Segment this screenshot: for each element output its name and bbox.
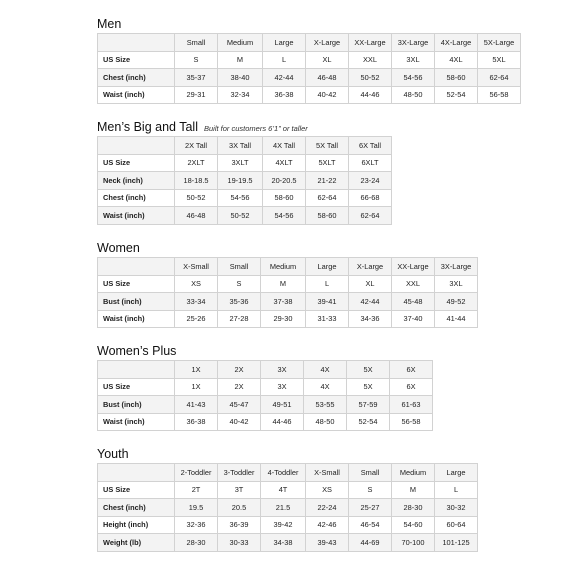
section-title: Women’s Plus xyxy=(97,344,177,358)
table-row xyxy=(98,516,478,534)
table-cell: 33-34 xyxy=(175,293,218,311)
table-cell: 3T xyxy=(218,481,261,499)
section-title: Men’s Big and Tall Built for customers 6’1” or taller xyxy=(97,120,308,134)
table-cell: 49-51 xyxy=(261,396,304,414)
table-cell: 46-48 xyxy=(175,207,218,225)
table-cell: 25-26 xyxy=(175,310,218,328)
table-cell: 30-32 xyxy=(435,499,478,517)
header-row xyxy=(98,34,521,52)
size-header-cell: X-Large xyxy=(306,34,349,52)
row-label: Waist (inch) xyxy=(98,207,175,225)
row-label: US Size xyxy=(98,378,175,396)
table-cell: S xyxy=(349,481,392,499)
table-cell: 44-46 xyxy=(261,413,304,431)
table-cell: 66-68 xyxy=(349,189,392,207)
section-title: Men xyxy=(97,17,122,31)
table-cell: 39-42 xyxy=(261,516,306,534)
size-header-cell: 1X xyxy=(175,361,218,379)
table-cell: 25-27 xyxy=(349,499,392,517)
table-cell: 48-50 xyxy=(304,413,347,431)
table-cell: 36-38 xyxy=(175,413,218,431)
table-cell: 2T xyxy=(175,481,218,499)
table-cell: M xyxy=(218,51,263,69)
table-row xyxy=(98,310,478,328)
table-cell: 58-60 xyxy=(435,69,478,87)
table-cell: 42-44 xyxy=(263,69,306,87)
table-cell: 21-22 xyxy=(306,172,349,190)
table-cell: 60-64 xyxy=(435,516,478,534)
table-cell: L xyxy=(263,51,306,69)
size-header-cell: 6X Tall xyxy=(349,137,392,155)
table-cell: 52-54 xyxy=(435,86,478,104)
table-cell: 44-69 xyxy=(349,534,392,552)
table-cell: 70-100 xyxy=(392,534,435,552)
row-label: US Size xyxy=(98,481,175,499)
table-cell: 22-24 xyxy=(306,499,349,517)
row-label: Waist (inch) xyxy=(98,413,175,431)
table-row xyxy=(98,293,478,311)
table-cell: XXL xyxy=(349,51,392,69)
size-header-cell: 4X xyxy=(304,361,347,379)
size-section-womens-plus xyxy=(97,342,433,431)
table-cell: 50-52 xyxy=(218,207,263,225)
table-cell: 62-64 xyxy=(349,207,392,225)
header-row xyxy=(98,361,433,379)
table-cell: 32-34 xyxy=(218,86,263,104)
table-cell: 54-56 xyxy=(218,189,263,207)
size-header-cell: 3X xyxy=(261,361,304,379)
size-header-cell: 3X-Large xyxy=(435,258,478,276)
table-cell: 54-56 xyxy=(263,207,306,225)
table-cell: 45-48 xyxy=(392,293,435,311)
size-header-cell: X-Small xyxy=(175,258,218,276)
table-row xyxy=(98,86,521,104)
size-header-cell: Small xyxy=(218,258,261,276)
table-cell: 49-52 xyxy=(435,293,478,311)
table-cell: 39-41 xyxy=(306,293,349,311)
size-table-men xyxy=(97,33,521,104)
size-header-cell: XX-Large xyxy=(349,34,392,52)
row-label: US Size xyxy=(98,51,175,69)
table-cell: 46-48 xyxy=(306,69,349,87)
row-label: Chest (inch) xyxy=(98,189,175,207)
table-cell: 46-54 xyxy=(349,516,392,534)
table-cell: 3XL xyxy=(435,275,478,293)
table-cell: 50-52 xyxy=(175,189,218,207)
table-cell: 58-60 xyxy=(263,189,306,207)
table-row xyxy=(98,172,392,190)
table-row xyxy=(98,207,392,225)
table-cell: 32-36 xyxy=(175,516,218,534)
size-header-cell: Small xyxy=(175,34,218,52)
table-cell: 2XLT xyxy=(175,154,218,172)
table-cell: XS xyxy=(306,481,349,499)
table-cell: XXL xyxy=(392,275,435,293)
table-cell: 41-44 xyxy=(435,310,478,328)
size-header-cell: Medium xyxy=(261,258,306,276)
table-cell: 2X xyxy=(218,378,261,396)
size-table-womens-plus xyxy=(97,360,433,431)
table-cell: 3XLT xyxy=(218,154,263,172)
table-cell: 18-18.5 xyxy=(175,172,218,190)
table-cell: 35-36 xyxy=(218,293,261,311)
table-cell: 5X xyxy=(347,378,390,396)
table-cell: 27-28 xyxy=(218,310,261,328)
table-cell: 56-58 xyxy=(478,86,521,104)
table-cell: 41-43 xyxy=(175,396,218,414)
table-cell: 34-38 xyxy=(261,534,306,552)
table-row xyxy=(98,499,478,517)
table-cell: 37-38 xyxy=(261,293,306,311)
table-row xyxy=(98,154,392,172)
size-header-cell: 2X Tall xyxy=(175,137,218,155)
size-header-cell: 3-Toddler xyxy=(218,464,261,482)
size-table-women xyxy=(97,257,478,328)
size-header-cell: XX-Large xyxy=(392,258,435,276)
row-label: Bust (inch) xyxy=(98,293,175,311)
size-header-cell: 2X xyxy=(218,361,261,379)
table-cell: 28-30 xyxy=(175,534,218,552)
header-row xyxy=(98,137,392,155)
row-label: Chest (inch) xyxy=(98,69,175,87)
table-cell: 44-46 xyxy=(349,86,392,104)
row-label: Weight (lb) xyxy=(98,534,175,552)
table-cell: 29-31 xyxy=(175,86,218,104)
table-row xyxy=(98,481,478,499)
size-section-mens-big-tall xyxy=(97,118,392,225)
size-header-cell: 2-Toddler xyxy=(175,464,218,482)
size-section-men xyxy=(97,15,521,104)
table-cell: 58-60 xyxy=(306,207,349,225)
table-cell: 37-40 xyxy=(392,310,435,328)
table-cell: 56-58 xyxy=(390,413,433,431)
table-cell: 101-125 xyxy=(435,534,478,552)
table-cell: XL xyxy=(306,51,349,69)
table-cell: 31-33 xyxy=(306,310,349,328)
size-header-cell: Small xyxy=(349,464,392,482)
size-header-cell: Large xyxy=(435,464,478,482)
size-header-cell: Large xyxy=(263,34,306,52)
table-cell: 6XLT xyxy=(349,154,392,172)
table-cell: 1X xyxy=(175,378,218,396)
table-cell: 20.5 xyxy=(218,499,261,517)
table-cell: 34-36 xyxy=(349,310,392,328)
size-table-youth xyxy=(97,463,478,552)
table-cell: XL xyxy=(349,275,392,293)
table-row xyxy=(98,396,433,414)
table-cell: 28-30 xyxy=(392,499,435,517)
table-cell: 19-19.5 xyxy=(218,172,263,190)
row-label: Waist (inch) xyxy=(98,86,175,104)
row-label: Waist (inch) xyxy=(98,310,175,328)
table-cell: 36-39 xyxy=(218,516,261,534)
section-title: Women xyxy=(97,241,140,255)
table-row xyxy=(98,69,521,87)
row-label: Chest (inch) xyxy=(98,499,175,517)
size-header-cell: 4X Tall xyxy=(263,137,306,155)
table-cell: M xyxy=(261,275,306,293)
table-cell: 54-60 xyxy=(392,516,435,534)
table-cell: XS xyxy=(175,275,218,293)
table-cell: 21.5 xyxy=(261,499,306,517)
table-row xyxy=(98,51,521,69)
size-section-youth xyxy=(97,445,478,552)
table-cell: 54-56 xyxy=(392,69,435,87)
row-label: US Size xyxy=(98,275,175,293)
table-cell: L xyxy=(306,275,349,293)
size-header-cell: 5X xyxy=(347,361,390,379)
corner-cell xyxy=(98,464,175,482)
table-cell: 57-59 xyxy=(347,396,390,414)
table-cell: 42-44 xyxy=(349,293,392,311)
table-cell: 5XL xyxy=(478,51,521,69)
table-cell: 52-54 xyxy=(347,413,390,431)
table-row xyxy=(98,413,433,431)
table-cell: 35-37 xyxy=(175,69,218,87)
table-cell: 4XL xyxy=(435,51,478,69)
table-cell: 40-42 xyxy=(218,413,261,431)
table-cell: 36-38 xyxy=(263,86,306,104)
table-cell: 50-52 xyxy=(349,69,392,87)
size-section-women xyxy=(97,239,478,328)
table-cell: 61-63 xyxy=(390,396,433,414)
table-cell: M xyxy=(392,481,435,499)
table-cell: 45-47 xyxy=(218,396,261,414)
size-header-cell: 3X Tall xyxy=(218,137,263,155)
section-title: Youth xyxy=(97,447,129,461)
table-cell: 30-33 xyxy=(218,534,261,552)
table-cell: 4XLT xyxy=(263,154,306,172)
size-header-cell: Medium xyxy=(392,464,435,482)
corner-cell xyxy=(98,137,175,155)
row-label: Height (inch) xyxy=(98,516,175,534)
table-cell: S xyxy=(218,275,261,293)
size-header-cell: X-Small xyxy=(306,464,349,482)
table-cell: 42-46 xyxy=(306,516,349,534)
table-cell: S xyxy=(175,51,218,69)
size-header-cell: 5X-Large xyxy=(478,34,521,52)
table-cell: 40-42 xyxy=(306,86,349,104)
table-cell: 5XLT xyxy=(306,154,349,172)
table-row xyxy=(98,378,433,396)
size-table-mens-big-tall xyxy=(97,136,392,225)
header-row xyxy=(98,464,478,482)
table-cell: L xyxy=(435,481,478,499)
table-cell: 62-64 xyxy=(306,189,349,207)
table-cell: 53-55 xyxy=(304,396,347,414)
row-label: US Size xyxy=(98,154,175,172)
table-cell: 23-24 xyxy=(349,172,392,190)
row-label: Bust (inch) xyxy=(98,396,175,414)
size-header-cell: 5X Tall xyxy=(306,137,349,155)
table-cell: 4T xyxy=(261,481,306,499)
corner-cell xyxy=(98,258,175,276)
table-cell: 20-20.5 xyxy=(263,172,306,190)
table-cell: 38-40 xyxy=(218,69,263,87)
size-header-cell: Large xyxy=(306,258,349,276)
table-cell: 6X xyxy=(390,378,433,396)
table-row xyxy=(98,189,392,207)
table-cell: 62-64 xyxy=(478,69,521,87)
row-label: Neck (inch) xyxy=(98,172,175,190)
corner-cell xyxy=(98,34,175,52)
table-cell: 29-30 xyxy=(261,310,306,328)
table-cell: 3XL xyxy=(392,51,435,69)
size-header-cell: Medium xyxy=(218,34,263,52)
section-note: Built for customers 6’1” or taller xyxy=(204,124,308,133)
table-row xyxy=(98,275,478,293)
size-header-cell: X-Large xyxy=(349,258,392,276)
table-cell: 3X xyxy=(261,378,304,396)
table-row xyxy=(98,534,478,552)
table-cell: 19.5 xyxy=(175,499,218,517)
size-header-cell: 6X xyxy=(390,361,433,379)
size-header-cell: 4-Toddler xyxy=(261,464,306,482)
table-cell: 39-43 xyxy=(306,534,349,552)
header-row xyxy=(98,258,478,276)
size-header-cell: 4X-Large xyxy=(435,34,478,52)
table-cell: 4X xyxy=(304,378,347,396)
corner-cell xyxy=(98,361,175,379)
size-header-cell: 3X-Large xyxy=(392,34,435,52)
table-cell: 48-50 xyxy=(392,86,435,104)
